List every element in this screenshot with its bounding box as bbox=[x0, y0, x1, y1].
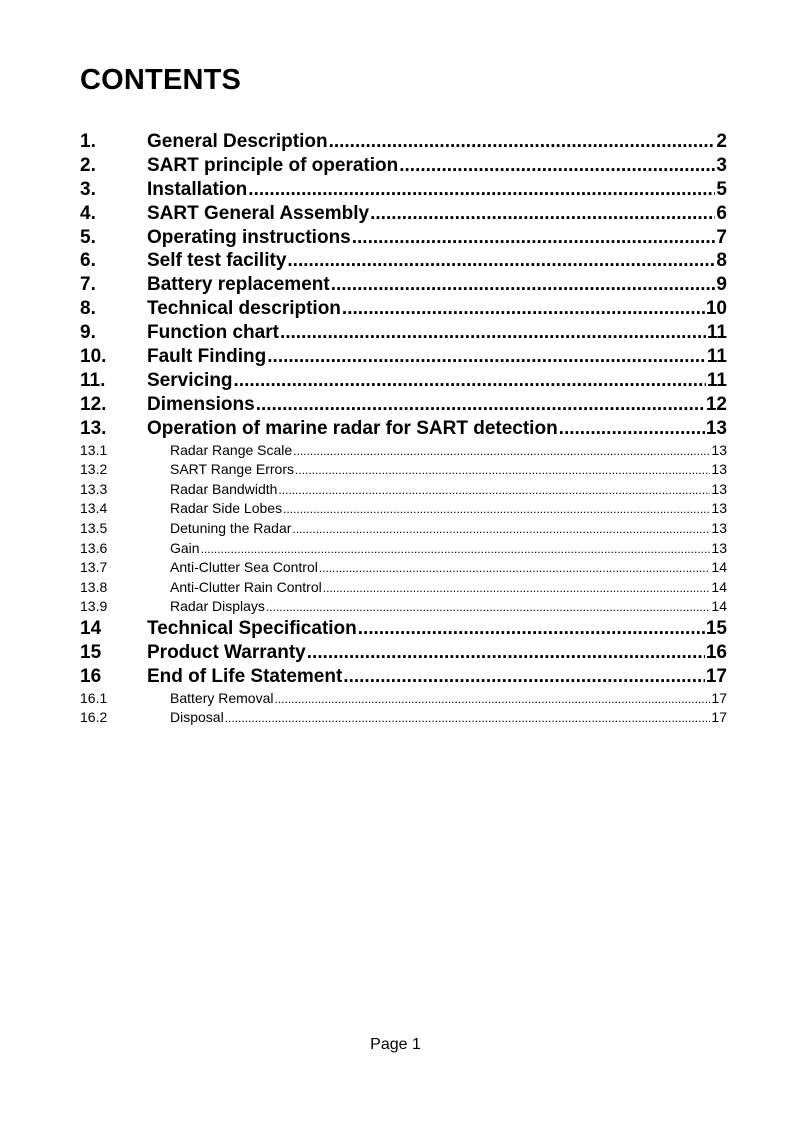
toc-entry-label: Self test facility bbox=[147, 250, 287, 272]
toc-entry-number: 11. bbox=[80, 369, 106, 391]
table-of-contents bbox=[80, 131, 727, 729]
toc-entry-page-number: 14 bbox=[711, 598, 727, 615]
toc-entry-13-2[interactable] bbox=[80, 461, 727, 481]
toc-entry-label: Battery Removal bbox=[170, 689, 274, 706]
toc-entry-page-number: 13 bbox=[705, 417, 727, 439]
toc-entry-9[interactable] bbox=[80, 322, 727, 346]
toc-entry-page-number: 16 bbox=[705, 641, 727, 663]
toc-entry-label: Battery replacement bbox=[147, 274, 330, 296]
toc-entry-label: Gain bbox=[170, 539, 200, 556]
toc-entry-number: 13.7 bbox=[80, 559, 108, 576]
toc-entry-label: Radar Displays bbox=[170, 598, 265, 615]
page-number-footer: Page 1 bbox=[370, 1036, 421, 1053]
toc-dot-leader bbox=[256, 394, 705, 416]
toc-entry-number: 13.6 bbox=[80, 539, 108, 556]
toc-entry-13-7[interactable] bbox=[80, 559, 727, 579]
toc-entry-13-6[interactable] bbox=[80, 540, 727, 560]
toc-entry-label: Detuning the Radar bbox=[170, 519, 292, 536]
toc-entry-number: 4. bbox=[80, 202, 96, 224]
toc-entry-label: Operation of marine radar for SART detection bbox=[147, 417, 558, 439]
toc-entry-number: 13.8 bbox=[80, 578, 108, 595]
toc-dot-leader bbox=[319, 559, 711, 575]
toc-dot-leader bbox=[267, 346, 706, 368]
toc-entry-number: 8. bbox=[80, 298, 96, 320]
toc-entry-15[interactable] bbox=[80, 642, 727, 666]
toc-entry-13-8[interactable] bbox=[80, 579, 727, 599]
toc-entry-page-number: 11 bbox=[706, 322, 727, 344]
toc-entry-number: 16.1 bbox=[80, 689, 108, 706]
page-title: CONTENTS bbox=[80, 64, 242, 96]
toc-entry-number: 1. bbox=[80, 131, 96, 152]
toc-entry-number: 6. bbox=[80, 250, 96, 272]
toc-entry-label: SART General Assembly bbox=[147, 202, 370, 224]
toc-entry-number: 13.9 bbox=[80, 598, 108, 615]
toc-entry-label: Installation bbox=[147, 178, 248, 200]
toc-entry-page-number: 11 bbox=[706, 369, 727, 391]
toc-entry-page-number: 17 bbox=[711, 709, 727, 726]
toc-dot-leader bbox=[283, 500, 710, 516]
toc-entry-page-number: 13 bbox=[711, 500, 727, 517]
toc-entry-5[interactable] bbox=[80, 227, 727, 251]
toc-entry-page-number: 14 bbox=[711, 578, 727, 595]
toc-dot-leader bbox=[266, 598, 710, 614]
toc-dot-leader bbox=[329, 131, 716, 153]
toc-entry-page-number: 11 bbox=[706, 346, 727, 368]
toc-entry-number: 16.2 bbox=[80, 709, 108, 726]
toc-entry-label: Anti-Clutter Rain Control bbox=[170, 578, 322, 595]
toc-entry-number: 2. bbox=[80, 154, 96, 176]
toc-entry-number: 9. bbox=[80, 322, 96, 344]
toc-entry-label: End of Life Statement bbox=[147, 665, 343, 687]
toc-entry-page-number: 17 bbox=[711, 689, 727, 706]
toc-entry-13-1[interactable] bbox=[80, 442, 727, 462]
toc-entry-2[interactable] bbox=[80, 155, 727, 179]
toc-entry-1[interactable] bbox=[80, 131, 727, 155]
toc-entry-label: Radar Side Lobes bbox=[170, 500, 283, 517]
toc-dot-leader bbox=[248, 179, 715, 201]
toc-entry-page-number: 7 bbox=[716, 226, 727, 248]
toc-entry-13-3[interactable] bbox=[80, 481, 727, 501]
toc-dot-leader bbox=[307, 642, 705, 664]
toc-dot-leader bbox=[234, 370, 706, 392]
toc-entry-6[interactable] bbox=[80, 250, 727, 274]
toc-dot-leader bbox=[352, 227, 716, 249]
toc-dot-leader bbox=[342, 298, 705, 320]
toc-entry-page-number: 9 bbox=[716, 274, 727, 296]
toc-entry-10[interactable] bbox=[80, 346, 727, 370]
toc-entry-13-4[interactable] bbox=[80, 500, 727, 520]
toc-entry-page-number: 13 bbox=[711, 539, 727, 556]
toc-entry-page-number: 3 bbox=[716, 154, 727, 176]
toc-entry-label: Function chart bbox=[147, 322, 279, 344]
toc-entry-number: 13.2 bbox=[80, 461, 108, 478]
toc-entry-page-number: 12 bbox=[705, 393, 727, 415]
toc-entry-13-5[interactable] bbox=[80, 520, 727, 540]
toc-entry-13[interactable] bbox=[80, 418, 727, 442]
toc-entry-label: Technical description bbox=[147, 298, 341, 320]
toc-dot-leader bbox=[323, 579, 711, 595]
toc-dot-leader bbox=[201, 540, 711, 556]
toc-entry-page-number: 14 bbox=[711, 559, 727, 576]
toc-entry-page-number: 5 bbox=[716, 178, 727, 200]
toc-entry-label: SART Range Errors bbox=[170, 461, 294, 478]
toc-entry-8[interactable] bbox=[80, 298, 727, 322]
toc-entry-number: 5. bbox=[80, 226, 96, 248]
toc-dot-leader bbox=[358, 618, 705, 640]
toc-entry-page-number: 13 bbox=[711, 519, 727, 536]
toc-entry-7[interactable] bbox=[80, 274, 727, 298]
toc-entry-12[interactable] bbox=[80, 394, 727, 418]
toc-entry-16-2[interactable] bbox=[80, 709, 727, 729]
toc-entry-16-1[interactable] bbox=[80, 690, 727, 710]
toc-dot-leader bbox=[274, 690, 710, 706]
toc-dot-leader bbox=[278, 481, 710, 497]
toc-entry-page-number: 6 bbox=[716, 202, 727, 224]
toc-entry-page-number: 17 bbox=[705, 665, 727, 687]
toc-entry-label: Fault Finding bbox=[147, 346, 267, 368]
toc-entry-number: 12. bbox=[80, 393, 107, 415]
toc-entry-number: 7. bbox=[80, 274, 96, 296]
toc-entry-number: 13.5 bbox=[80, 519, 108, 536]
toc-entry-number: 10. bbox=[80, 346, 107, 368]
toc-entry-4[interactable] bbox=[80, 203, 727, 227]
toc-entry-number: 16 bbox=[80, 665, 102, 687]
toc-entry-label: Product Warranty bbox=[147, 641, 306, 663]
toc-dot-leader bbox=[280, 322, 706, 344]
toc-dot-leader bbox=[292, 520, 710, 536]
toc-dot-leader bbox=[399, 155, 715, 177]
toc-dot-leader bbox=[331, 274, 716, 296]
toc-entry-page-number: 13 bbox=[711, 480, 727, 497]
toc-dot-leader bbox=[295, 461, 710, 477]
toc-entry-page-number: 10 bbox=[705, 298, 727, 320]
toc-entry-label: SART principle of operation bbox=[147, 154, 399, 176]
toc-dot-leader bbox=[293, 442, 710, 458]
toc-entry-number: 13. bbox=[80, 417, 107, 439]
toc-dot-leader bbox=[370, 203, 715, 225]
toc-entry-number: 13.1 bbox=[80, 441, 108, 458]
toc-entry-page-number: 13 bbox=[711, 441, 727, 458]
toc-entry-page-number: 13 bbox=[711, 461, 727, 478]
toc-dot-leader bbox=[287, 250, 715, 272]
toc-dot-leader bbox=[559, 418, 705, 440]
toc-entry-number: 15 bbox=[80, 641, 102, 663]
toc-entry-page-number: 2 bbox=[716, 131, 727, 152]
toc-entry-3[interactable] bbox=[80, 179, 727, 203]
toc-entry-16[interactable] bbox=[80, 666, 727, 690]
toc-entry-label: Servicing bbox=[147, 369, 233, 391]
toc-entry-label: Radar Bandwidth bbox=[170, 480, 278, 497]
toc-entry-number: 13.4 bbox=[80, 500, 108, 517]
toc-entry-label: Radar Range Scale bbox=[170, 441, 293, 458]
toc-entry-label: General Description bbox=[147, 131, 328, 152]
toc-entry-label: Dimensions bbox=[147, 393, 255, 415]
toc-entry-label: Anti-Clutter Sea Control bbox=[170, 559, 318, 576]
toc-entry-page-number: 15 bbox=[705, 617, 727, 639]
toc-entry-13-9[interactable] bbox=[80, 598, 727, 618]
toc-entry-label: Operating instructions bbox=[147, 226, 351, 248]
toc-entry-page-number: 8 bbox=[716, 250, 727, 272]
toc-entry-number: 3. bbox=[80, 178, 96, 200]
toc-entry-label: Disposal bbox=[170, 709, 224, 726]
toc-entry-label: Technical Specification bbox=[147, 617, 357, 639]
toc-entry-number: 13.3 bbox=[80, 480, 108, 497]
toc-dot-leader bbox=[343, 666, 705, 688]
toc-dot-leader bbox=[225, 709, 711, 725]
toc-entry-number: 14 bbox=[80, 617, 102, 639]
toc-entry-14[interactable] bbox=[80, 618, 727, 642]
toc-entry-11[interactable] bbox=[80, 370, 727, 394]
